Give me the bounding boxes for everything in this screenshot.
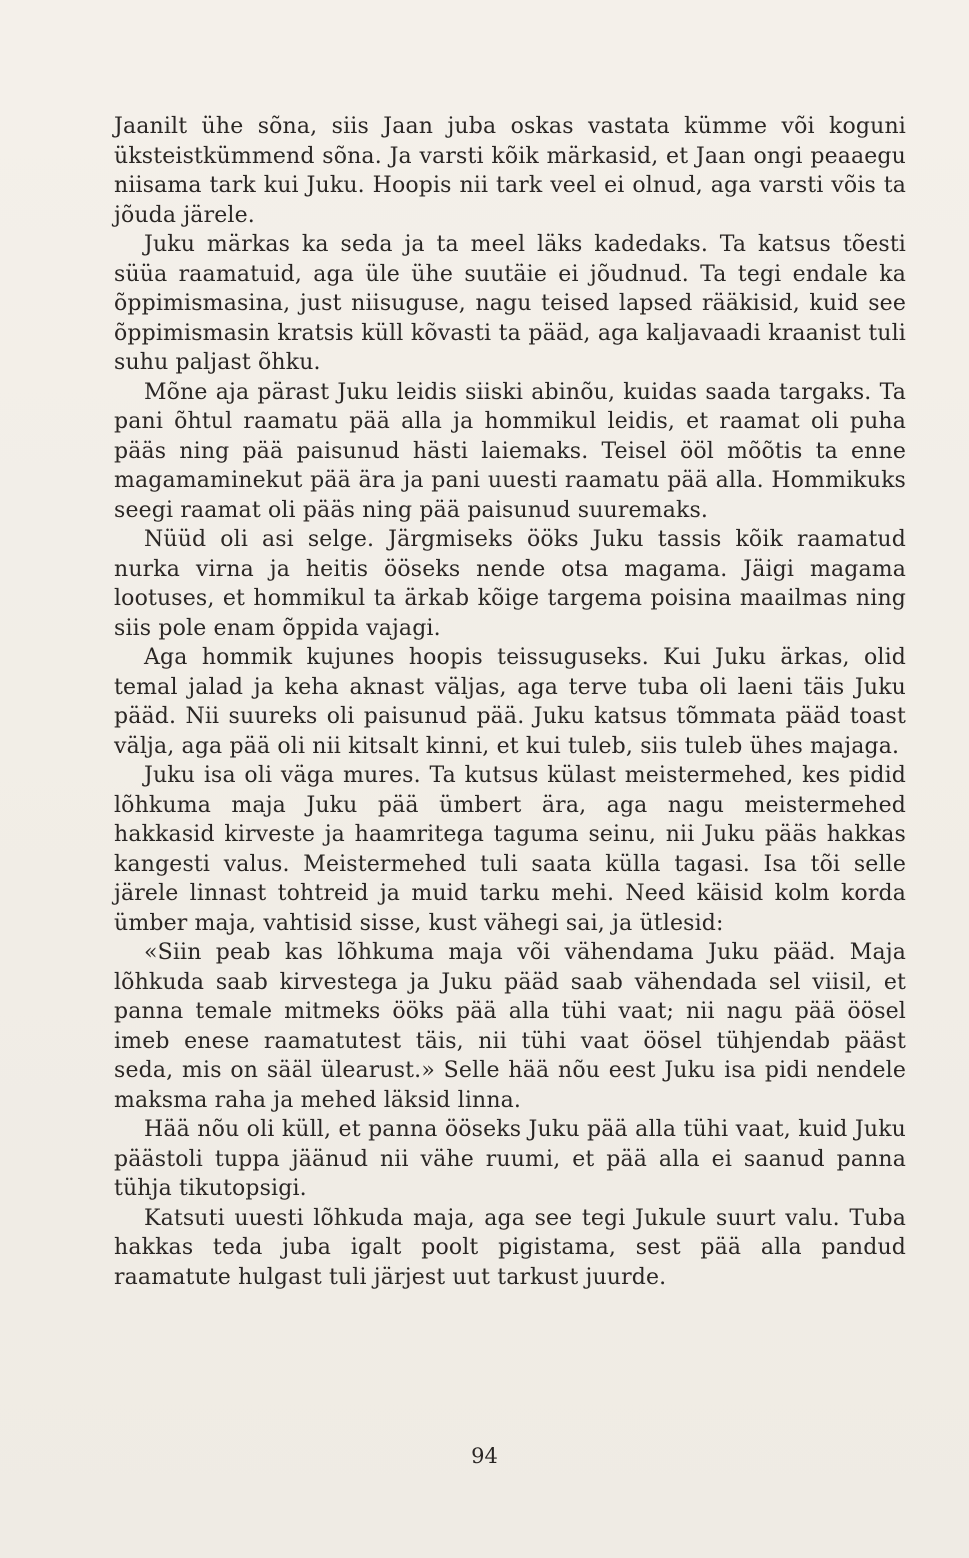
paragraph-6: Juku isa oli väga mures. Ta kutsus külast meistermehed, kes pidid lõhkuma maja Juku pää ümbert ära, aga nagu meistermehed hakkasid kirveste ja haamritega taguma seinu, nii Juku pääs hakkas kangesti valus. Meistermehed tuli saata külla tagasi. Isa tõi selle järele linnast tohtreid ja muid tarku mehi. Need käisid kolm korda ümber maja, vahtisid sisse, kust vähegi sai, ja ütlesid: [114, 763, 906, 936]
paragraph-5: Aga hommik kujunes hoopis teissuguseks. Kui Juku ärkas, olid temal jalad ja keha aknast väljas, aga terve tuba oli laeni täis Juku pääd. Nii suureks oli paisunud pää. Juku katsus tõmmata pääd toast välja, aga pää oli nii kitsalt kinni, et kui tuleb, siis tuleb ühes majaga. [114, 645, 906, 759]
paragraph-4: Nüüd oli asi selge. Järgmiseks ööks Juku tassis kõik raamatud nurka virna ja heitis ööseks nende otsa magama. Jäigi magama lootuses, et hommikul ta ärkab kõige targema poisina maailmas ning siis pole enam õppida vajagi. [114, 527, 906, 641]
page-text [114, 112, 906, 1292]
paragraph-8: Hää nõu oli küll, et panna ööseks Juku pää alla tühi vaat, kuid Juku päästoli tuppa jäänud nii vähe ruumi, et pää alla ei saanud panna tühja tikutopsigi. [114, 1117, 906, 1201]
paragraph-2: Juku märkas ka seda ja ta meel läks kadedaks. Ta katsus tõesti süüa raamatuid, aga üle ühe suutäie ei jõudnud. Ta tegi endale ka õppimismasina, just niisuguse, nagu teised lapsed rääkisid, kuid see õppimismasin kratsis küll kõvasti ta pääd, aga kaljavaadi kraanist tuli suhu paljast õhku. [114, 232, 906, 375]
paragraph-3: Mõne aja pärast Juku leidis siiski abinõu, kuidas saada targaks. Ta pani õhtul raamatu pää alla ja hommikul leidis, et raamat oli puha pääs ning pää paisunud hästi laiemaks. Teisel ööl mõõtis ta enne magamaminekut pää ära ja pani uuesti raamatu pää alla. Hommikuks seegi raamat oli pääs ning pää paisunud suuremaks. [114, 379, 906, 523]
paragraph-7: «Siin peab kas lõhkuma maja või vähendama Juku pääd. Maja lõhkuda saab kirvestega ja Juku pääd saab vähendada sel viisil, et panna temale mitmeks ööks pää alla tühi vaat; nii nagu pää öösel imeb enese raamatutest täis, nii tühi vaat öösel tühjendab pääst seda, mis on sääl ülearust.» Selle hää nõu eest Juku isa pidi nendele maksma raha ja mehed läksid linna. [114, 940, 906, 1113]
paragraph-1: Jaanilt ühe sõna, siis Jaan juba oskas vastata kümme või koguni üksteistkümmend sõna. Ja varsti kõik märkasid, et Jaan ongi peaaegu niisama tark kui Juku. Hoopis nii tark veel ei olnud, aga varsti võis ta jõuda järele. [114, 114, 906, 228]
page-number: 94 [471, 1444, 498, 1468]
paragraph-9: Katsuti uuesti lõhkuda maja, aga see tegi Jukule suurt valu. Tuba hakkas teda juba igalt poolt pigistama, sest pää alla pandud raamatute hulgast tuli järjest uut tarkust juurde. [114, 1205, 906, 1290]
